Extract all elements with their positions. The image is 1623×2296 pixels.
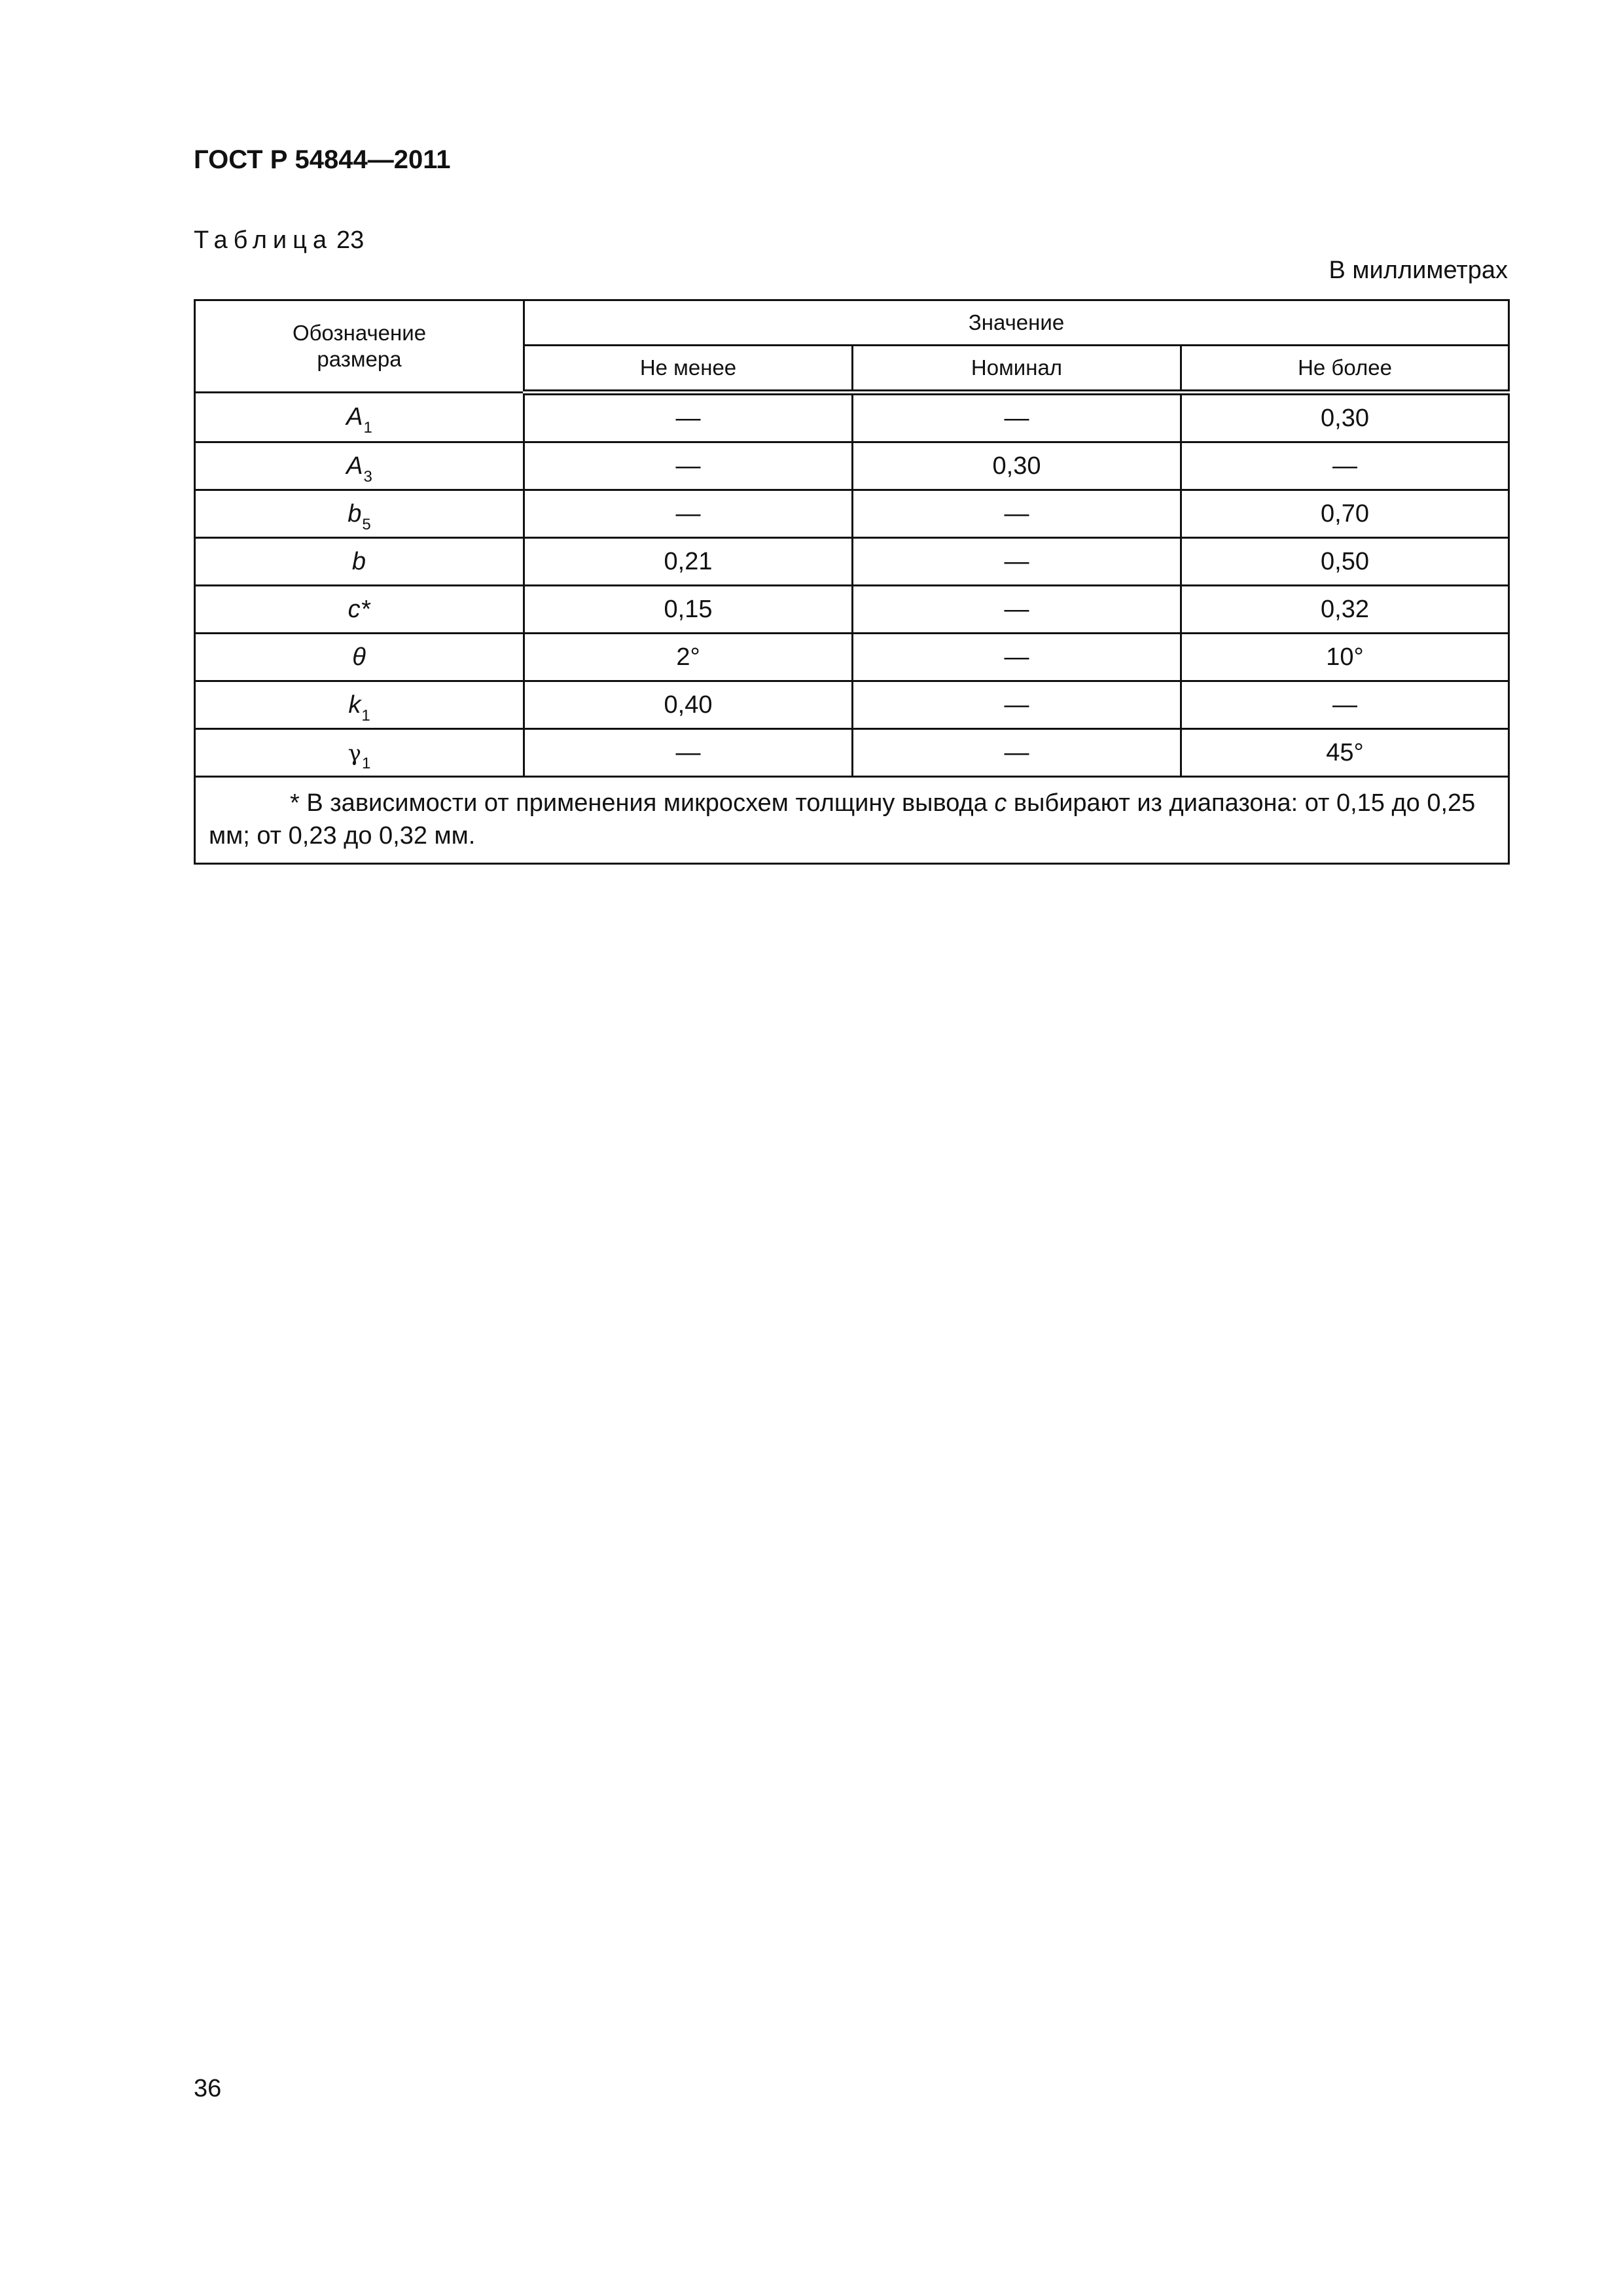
row-designation: θ (195, 634, 524, 681)
row-min-value: — (524, 442, 853, 490)
row-min-value: 0,21 (524, 538, 853, 586)
dimensions-table (194, 299, 1510, 865)
footnote-symbol: c (994, 789, 1007, 817)
row-max-value: 10° (1181, 634, 1509, 681)
page-number: 36 (194, 2075, 222, 2102)
table-row (195, 538, 1509, 586)
row-designation: $A_1$ (195, 393, 524, 442)
row-nominal-value: — (853, 729, 1181, 777)
column-header-nominal: Номинал (853, 346, 1181, 393)
row-designation: c* (195, 586, 524, 634)
row-designation: $\gamma_1$ (195, 729, 524, 777)
table-caption-word: Таблица (194, 226, 332, 254)
row-max-value: — (1181, 681, 1509, 729)
row-max-value: — (1181, 442, 1509, 490)
row-designation: $k_1$ (195, 681, 524, 729)
row-designation: $A_3$ (195, 442, 524, 490)
row-min-value: — (524, 729, 853, 777)
table-row (195, 393, 1509, 442)
footnote-text: В зависимости от применения микросхем толщину вывода (299, 789, 995, 817)
row-nominal-value: — (853, 490, 1181, 538)
table-caption-number: 23 (336, 226, 365, 254)
table-units-note: В миллиметрах (1329, 257, 1508, 284)
row-nominal-value: — (853, 634, 1181, 681)
column-header-max: Не более (1181, 346, 1509, 393)
table-footnote (195, 777, 1509, 864)
table-row (195, 442, 1509, 490)
row-nominal-value: — (853, 586, 1181, 634)
row-max-value: 0,30 (1181, 393, 1509, 442)
row-min-value: 2° (524, 634, 853, 681)
row-min-value: 0,40 (524, 681, 853, 729)
row-nominal-value: — (853, 681, 1181, 729)
row-max-value: 45° (1181, 729, 1509, 777)
table-row (195, 490, 1509, 538)
row-nominal-value: — (853, 393, 1181, 442)
row-max-value: 0,32 (1181, 586, 1509, 634)
row-designation: $b_5$ (195, 490, 524, 538)
row-nominal-value: 0,30 (853, 442, 1181, 490)
table-caption (194, 226, 364, 255)
row-min-value: — (524, 393, 853, 442)
column-header-designation: Обозначение размера (195, 300, 524, 393)
row-max-value: 0,50 (1181, 538, 1509, 586)
row-max-value: 0,70 (1181, 490, 1509, 538)
row-min-value: — (524, 490, 853, 538)
row-min-value: 0,15 (524, 586, 853, 634)
row-nominal-value: — (853, 538, 1181, 586)
table-footnote-row (195, 777, 1509, 864)
table-row (195, 586, 1509, 634)
footnote-marker: * (290, 789, 300, 817)
table-row (195, 681, 1509, 729)
column-header-min: Не менее (524, 346, 853, 393)
row-designation: b (195, 538, 524, 586)
column-group-header-value: Значение (524, 300, 1509, 346)
footnote-text-continued: выбирают из диапазона: от 0,15 до 0,25 мм; от 0,23 до 0,32 мм. (209, 789, 1476, 850)
document-header: ГОСТ Р 54844—2011 (194, 145, 451, 174)
table-row (195, 634, 1509, 681)
table-row (195, 729, 1509, 777)
